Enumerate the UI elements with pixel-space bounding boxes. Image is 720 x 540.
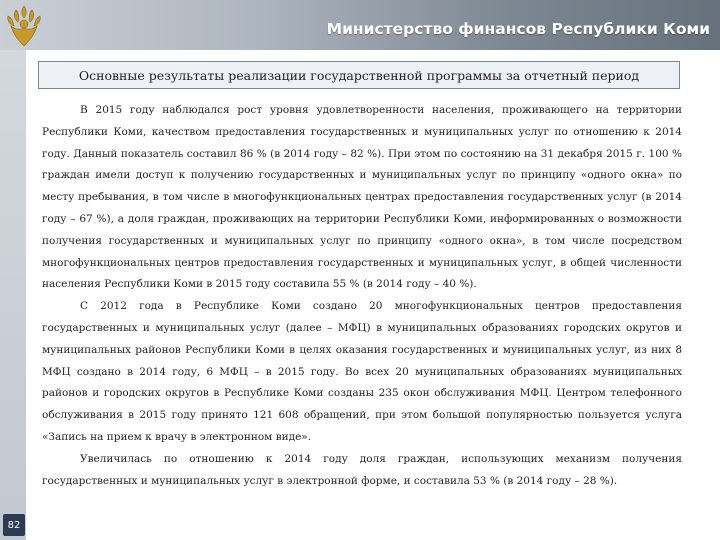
- body-text: [42, 100, 682, 492]
- page-number: 82: [3, 514, 25, 536]
- side-bar: [0, 50, 26, 540]
- paragraph-1: В 2015 году наблюдался рост уровня удовлетворенности населения, проживающего на территории Республики Коми, качеством предоставления государственных и муниципальных услуг по отношению к 2014 году. Данный показатель составил 86 % (в 2014 году – 82 %). При этом по состоянию на 31 декабря 2015 г. 100 % граждан имели доступ к получению государственных и муниципальных услуг по принципу «одного окна» по месту пребывания, в том числе в многофункциональных центрах предоставления государственных услуг (в 2014 году – 67 %), а доля граждан, проживающих на территории Республики Коми, информированных о возможности получения государственных и муниципальных услуг по принципу «одного окна», в том числе посредством многофункциональных центров предоставления государственных и муниципальных услуг, в общей численности населения Республики Коми в 2015 году составила 55 % (в 2014 году – 40 %).: [42, 104, 682, 291]
- ministry-title: Министерство финансов Республики Коми: [326, 20, 710, 38]
- paragraph-3: Увеличилась по отношению к 2014 году доля граждан, использующих механизм получения государственных и муниципальных услуг в электронной форме, и составила 53 % (в 2014 году – 28 %).: [42, 452, 682, 487]
- header-bar: [0, 0, 720, 50]
- komi-coat-of-arms-icon: [2, 2, 46, 48]
- paragraph-2: С 2012 года в Республике Коми создано 20 многофункциональных центров предоставления государственных и муниципальных услуг (далее – МФЦ) в муниципальных образованиях городских округов и муниципальных районов Республики Коми в целях оказания государственных и муниципальных услуг, из них 8 МФЦ создано в 2014 году, 6 МФЦ – в 2015 году. Во всех 20 муниципальных образованиях муниципальных районов и городских округов в Республике Коми созданы 235 окон обслуживания МФЦ. Центром телефонного обслуживания в 2015 году принято 121 608 обращений, при этом большой популярностью пользуется услуга «Запись на прием к врачу в электронном виде».: [42, 300, 682, 443]
- section-title: Основные результаты реализации государственной программы за отчетный период: [78, 67, 640, 83]
- section-title-box: [38, 61, 680, 89]
